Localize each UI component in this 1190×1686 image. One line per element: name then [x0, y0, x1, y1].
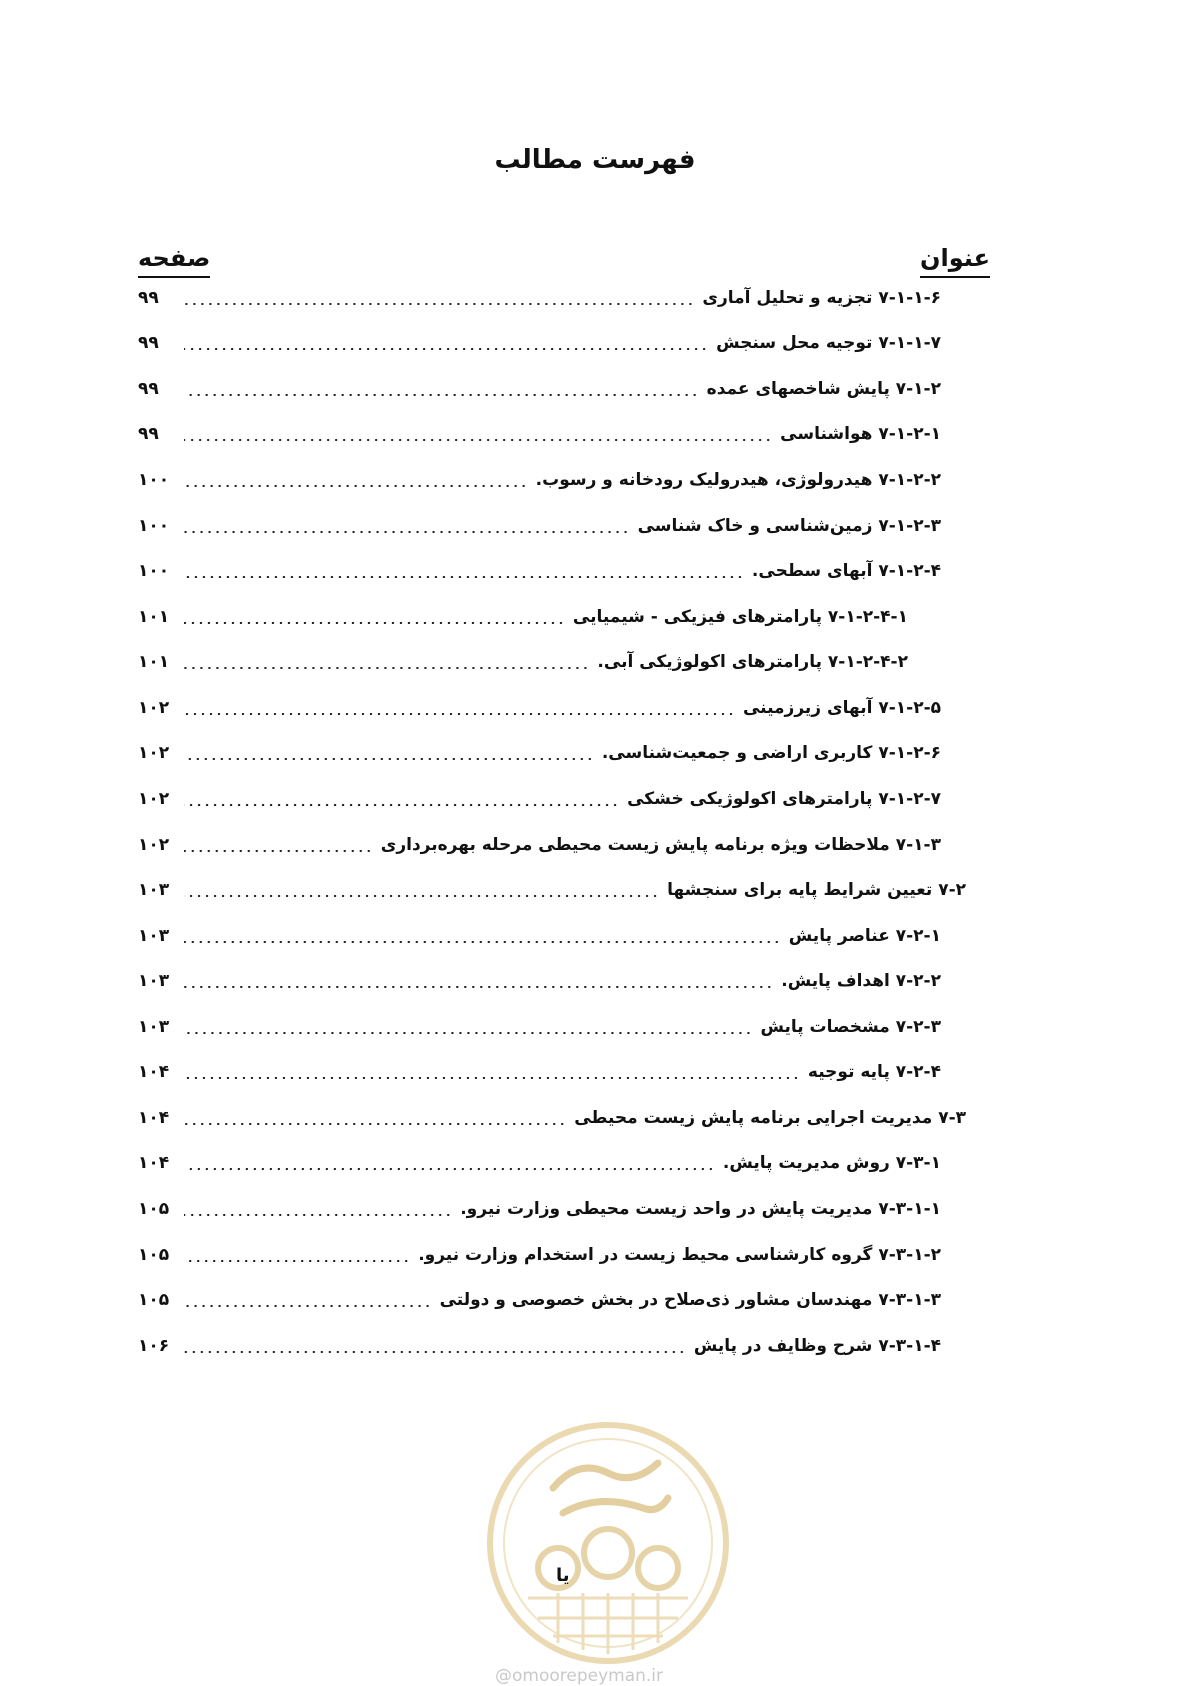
dot-leader — [184, 348, 708, 350]
toc-entry-page: ۱۰۴ — [138, 1062, 170, 1082]
toc-entry-title: ۷-۱-۲-۵ آبهای زیرزمینی — [742, 698, 941, 718]
dot-leader — [184, 531, 630, 533]
dot-leader — [184, 576, 744, 578]
toc-entry-page: ۱۰۲ — [138, 743, 170, 763]
dot-leader — [184, 1077, 800, 1079]
toc-entry-title: ۷-۳-۱-۳ مهندسان مشاور ذی‌صلاح در بخش خصوصی و دولتی — [439, 1290, 941, 1310]
toc-entry[interactable] — [138, 1240, 941, 1270]
dot-leader — [184, 1305, 432, 1307]
toc-entry-title: ۷-۱-۱-۶ تجزیه و تحلیل آماری — [702, 288, 941, 308]
toc-entry[interactable] — [138, 784, 941, 814]
toc-entry[interactable] — [138, 647, 908, 677]
toc-entry[interactable] — [138, 738, 941, 768]
dot-leader — [184, 804, 619, 806]
toc-entry[interactable] — [138, 328, 941, 358]
toc-entry-title: ۷-۱-۲-۴-۱ پارامترهای فیزیکی - شیمیایی — [572, 607, 908, 627]
toc-entry-title: ۷-۱-۲-۳ زمین‌شناسی و خاک شناسی — [637, 516, 941, 536]
toc-entry-title: ۷-۱-۲-۴ آبهای سطحی. — [751, 561, 941, 581]
toc-entry[interactable] — [138, 830, 941, 860]
toc-entry[interactable] — [138, 465, 941, 495]
toc-entry[interactable] — [138, 511, 941, 541]
toc-entry-title: ۷-۲ تعیین شرایط پایه برای سنجشها — [667, 880, 966, 900]
page-number-marker: یا — [556, 1565, 570, 1586]
toc-entry[interactable] — [138, 693, 941, 723]
toc-entry-page: ۹۹ — [138, 379, 159, 399]
toc-entry[interactable] — [138, 1194, 941, 1224]
toc-entry[interactable] — [138, 1331, 941, 1361]
page-column-header: صفحه — [138, 244, 210, 278]
toc-entry-page: ۱۰۳ — [138, 880, 170, 900]
toc-entry-page: ۱۰۵ — [138, 1290, 170, 1310]
title-column-header: عنوان — [920, 244, 990, 278]
toc-entry-page: ۱۰۴ — [138, 1153, 170, 1173]
toc-entry-page: ۱۰۰ — [138, 470, 170, 490]
toc-entry-page: ۱۰۰ — [138, 561, 170, 581]
dot-leader — [184, 758, 594, 760]
toc-entry-page: ۱۰۶ — [138, 1336, 170, 1356]
page-title: فهرست مطالب — [494, 145, 696, 175]
toc-entry-title: ۷-۳-۱-۴ شرح وظایف در پایش — [693, 1336, 941, 1356]
toc-entry-title: ۷-۲-۳ مشخصات پایش — [760, 1017, 941, 1037]
dot-leader — [184, 895, 659, 897]
dot-leader — [184, 394, 699, 396]
toc-entry[interactable] — [138, 966, 941, 996]
toc-entry[interactable] — [138, 1012, 941, 1042]
toc-entry-title: ۷-۱-۲-۴-۲ پارامترهای اکولوژیکی آبی. — [597, 652, 908, 672]
toc-entry-page: ۱۰۱ — [138, 652, 170, 672]
watermark-seal-logo — [483, 1418, 733, 1668]
toc-entry-title: ۷-۱-۲-۲ هیدرولوژی، هیدرولیک رودخانه و رسوب. — [535, 470, 941, 490]
toc-entry-title: ۷-۳-۱-۱ مدیریت پایش در واحد زیست محیطی وزارت نیرو. — [460, 1199, 941, 1219]
dot-leader — [184, 1032, 752, 1034]
toc-entry-title: ۷-۳ مدیریت اجرایی برنامه پایش زیست محیطی — [574, 1108, 966, 1128]
toc-entry[interactable] — [138, 875, 966, 905]
toc-entry-page: ۱۰۲ — [138, 698, 170, 718]
toc-entry-page: ۱۰۳ — [138, 971, 170, 991]
dot-leader — [184, 1123, 566, 1125]
toc-entry-page: ۱۰۰ — [138, 516, 170, 536]
toc-entry-page: ۱۰۴ — [138, 1108, 170, 1128]
toc-entry-page: ۱۰۳ — [138, 1017, 170, 1037]
dot-leader — [184, 303, 694, 305]
toc-entry-title: ۷-۲-۴ پایه توجیه — [807, 1062, 941, 1082]
dot-leader — [184, 850, 373, 852]
toc-entry-title: ۷-۳-۱ روش مدیریت پایش. — [722, 1153, 941, 1173]
toc-entry[interactable] — [138, 1148, 941, 1178]
toc-entry-page: ۹۹ — [138, 288, 159, 308]
toc-entry-title: ۷-۳-۱-۲ گروه کارشناسی محیط زیست در استخدام وزارت نیرو. — [418, 1245, 941, 1265]
toc-entry[interactable] — [138, 556, 941, 586]
toc-entry-page: ۹۹ — [138, 333, 159, 353]
toc-entry-title: ۷-۲-۲ اهداف پایش. — [781, 971, 941, 991]
toc-entry[interactable] — [138, 374, 941, 404]
dot-leader — [184, 1351, 686, 1353]
dot-leader — [184, 485, 528, 487]
toc-entry[interactable] — [138, 1057, 941, 1087]
watermark-url: @omoorepeyman.ir — [495, 1666, 664, 1686]
dot-leader — [184, 439, 772, 441]
toc-entry-title: ۷-۱-۲ پایش شاخصهای عمده — [706, 379, 941, 399]
toc-entry-title: ۷-۱-۳ ملاحظات ویژه برنامه پایش زیست محیطی مرحله بهره‌برداری — [380, 835, 941, 855]
toc-entry-title: ۷-۱-۲-۷ پارامترهای اکولوژیکی خشکی — [627, 789, 941, 809]
toc-entry-title: ۷-۱-۱-۷ توجیه محل سنجش — [716, 333, 941, 353]
toc-entry[interactable] — [138, 602, 908, 632]
toc-entry[interactable] — [138, 1285, 941, 1315]
dot-leader — [184, 986, 773, 988]
dot-leader — [184, 1214, 452, 1216]
toc-entry-page: ۱۰۲ — [138, 835, 170, 855]
toc-entry-title: ۷-۱-۲-۶ کاربری اراضی و جمعیت‌شناسی. — [601, 743, 941, 763]
toc-entry[interactable] — [138, 921, 941, 951]
dot-leader — [184, 622, 565, 624]
dot-leader — [184, 667, 589, 669]
toc-entry-page: ۱۰۳ — [138, 926, 170, 946]
toc-entry-page: ۱۰۲ — [138, 789, 170, 809]
toc-entry-title: ۷-۱-۲-۱ هواشناسی — [780, 424, 941, 444]
dot-leader — [184, 1168, 715, 1170]
toc-entry-page: ۱۰۵ — [138, 1245, 170, 1265]
toc-entry[interactable] — [138, 283, 941, 313]
dot-leader — [184, 941, 781, 943]
toc-entry-page: ۹۹ — [138, 424, 159, 444]
toc-entry-page: ۱۰۱ — [138, 607, 170, 627]
dot-leader — [184, 713, 735, 715]
dot-leader — [184, 1260, 410, 1262]
toc-entry-page: ۱۰۵ — [138, 1199, 170, 1219]
toc-entry[interactable] — [138, 1103, 966, 1133]
toc-entry[interactable] — [138, 419, 941, 449]
toc-entry-title: ۷-۲-۱ عناصر پایش — [788, 926, 941, 946]
